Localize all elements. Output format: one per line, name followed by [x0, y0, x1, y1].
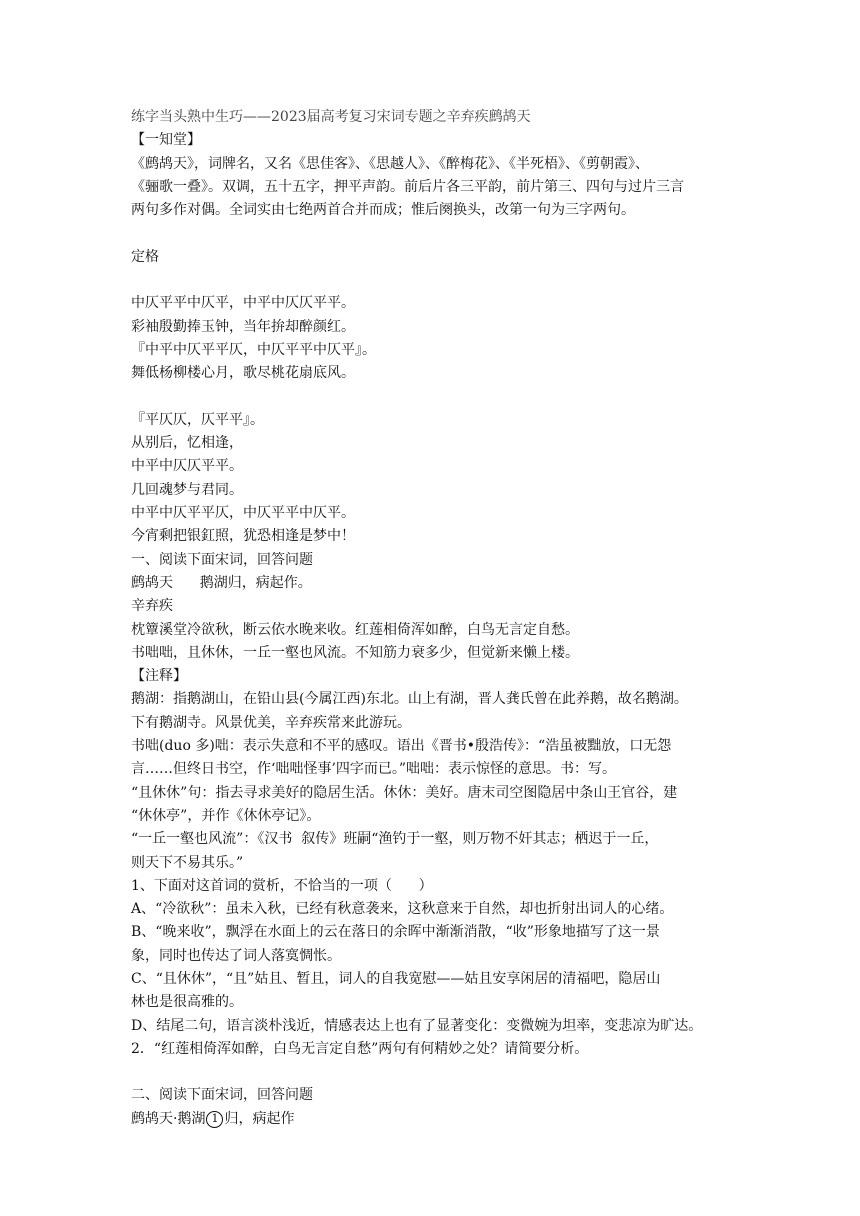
- poem-line: 枕簟溪堂冷欲秋，断云依水晚来收。红莲相倚浑如醉，白鸟无言定自愁。: [131, 621, 579, 638]
- part2-header: 二、阅读下面宋词，回答问题: [131, 1087, 313, 1104]
- dingge-label: 定格: [131, 248, 159, 265]
- paragraph-line: 《鹧鸪天》，词牌名，又名《思佳客》、《思越人》、《醉梅花》、《半死梧》、《剪朝霞》、: [131, 155, 649, 172]
- document-body: [131, 106, 741, 1131]
- option-line: A、“冷欲秋”：虽未入秋，已经有秋意袭来，这秋意来于自然，却也折射出词人的心绪。: [131, 901, 674, 918]
- part2-poem-title: [131, 1108, 741, 1131]
- pattern-line: 彩袖殷勤捧玉钟，当年拚却醉颜红。: [131, 318, 355, 335]
- blank-line: [131, 269, 741, 292]
- note-line: 鹅湖：指鹅湖山，在铅山县(今属江西)东北。山上有湖，晋人龚氏曾在此养鹅，故名鹅湖。: [131, 691, 688, 708]
- part1-header: 一、阅读下面宋词，回答问题: [131, 551, 313, 568]
- blank-line: [131, 222, 741, 245]
- question-line: 2．“红莲相倚浑如醉，白鸟无言定自愁”两句有何精妙之处？请简要分析。: [131, 1040, 589, 1057]
- paragraph-line: 两句多作对偶。全词实由七绝两首合并而成；惟后阕换头，改第一句为三字两句。: [131, 202, 635, 219]
- footnote-marker: 1: [206, 1111, 223, 1128]
- notes-header: 【注释】: [131, 668, 187, 685]
- pattern-line: 『中平中仄平平仄，中仄平平中仄平』。: [131, 341, 376, 358]
- question-line: 1、下面对这首词的赏析，不恰当的一项（ ）: [131, 877, 433, 894]
- note-line: “一丘一壑也风流”：《汉书 叙传》班嗣“渔钓于一壑，则万物不奸其志；栖迟于一丘，: [131, 831, 659, 848]
- option-line: 象，同时也传达了词人落寞惆怅。: [131, 947, 341, 964]
- pattern-line: 从别后，忆相逢，: [131, 435, 243, 452]
- pattern-line: 几回魂梦与君同。: [131, 481, 243, 498]
- note-line: “休休亭”，并作《休休亭记》。: [131, 807, 321, 824]
- pattern-line: 中仄平平中仄平，中平中仄仄平平。: [131, 295, 355, 312]
- blank-line: [131, 386, 741, 409]
- blank-line: [131, 1061, 741, 1084]
- poem-author: 辛弃疾: [131, 598, 173, 615]
- paragraph-line: 《骊歌一叠》。双调，五十五字，押平声韵。前后片各三平韵，前片第三、四句与过片三言: [131, 178, 684, 195]
- poem-line: 书咄咄，且休休，一丘一壑也风流。不知筋力衰多少，但觉新来懒上楼。: [131, 644, 579, 661]
- pattern-line: 中平中仄平平仄，中仄平平中仄平。: [131, 505, 355, 522]
- pattern-line: 中平中仄仄平平。: [131, 458, 243, 475]
- poem-title-text: 归，病起作: [224, 1110, 295, 1127]
- pattern-line: 舞低杨柳楼心月，歌尽桃花扇底风。: [131, 365, 355, 382]
- note-line: 下有鹅湖寺。风景优美，辛弃疾常来此游玩。: [131, 714, 411, 731]
- document-title: 练字当头熟中生巧——2023届高考复习宋词专题之辛弃疾鹧鸪天: [131, 109, 531, 125]
- option-line: D、结尾二句，语言淡朴浅近，情感表达上也有了显著变化：变微婉为坦率，变悲凉为旷达。: [131, 1017, 703, 1034]
- pattern-line: 今宵剩把银釭照，犹恐相逢是梦中！: [131, 528, 355, 545]
- note-line: 言……但终日书空，作‘咄咄怪事’四字而已。”咄咄：表示惊怪的意思。书：写。: [131, 761, 617, 778]
- option-line: B、“晚来收”，飘浮在水面上的云在落日的余晖中渐渐消散，“收”形象地描写了这一景: [131, 924, 660, 941]
- note-line: “且休休”句：指去寻求美好的隐居生活。休休：美好。唐末司空图隐居中条山王官谷，建: [131, 784, 678, 801]
- option-line: C、“且休休”，“且”姑且、暂且，词人的自我宽慰——姑且安享闲居的清福吧，隐居山: [131, 970, 661, 987]
- section-header-knowledge: 【一知堂】: [131, 132, 201, 149]
- poem-title-text: 鹧鸪天·鹅湖: [131, 1110, 206, 1127]
- poem-title: 鹧鸪天 鹅湖归，病起作。: [131, 574, 312, 591]
- note-line: 则天下不易其乐。”: [131, 854, 244, 871]
- option-line: 林也是很高雅的。: [131, 994, 243, 1011]
- pattern-line: 『平仄仄，仄平平』。: [131, 411, 264, 428]
- note-line: 书咄(duo 多)咄：表示失意和不平的感叹。语出《晋书•殷浩传》：“浩虽被黜放，口无怨: [131, 738, 672, 755]
